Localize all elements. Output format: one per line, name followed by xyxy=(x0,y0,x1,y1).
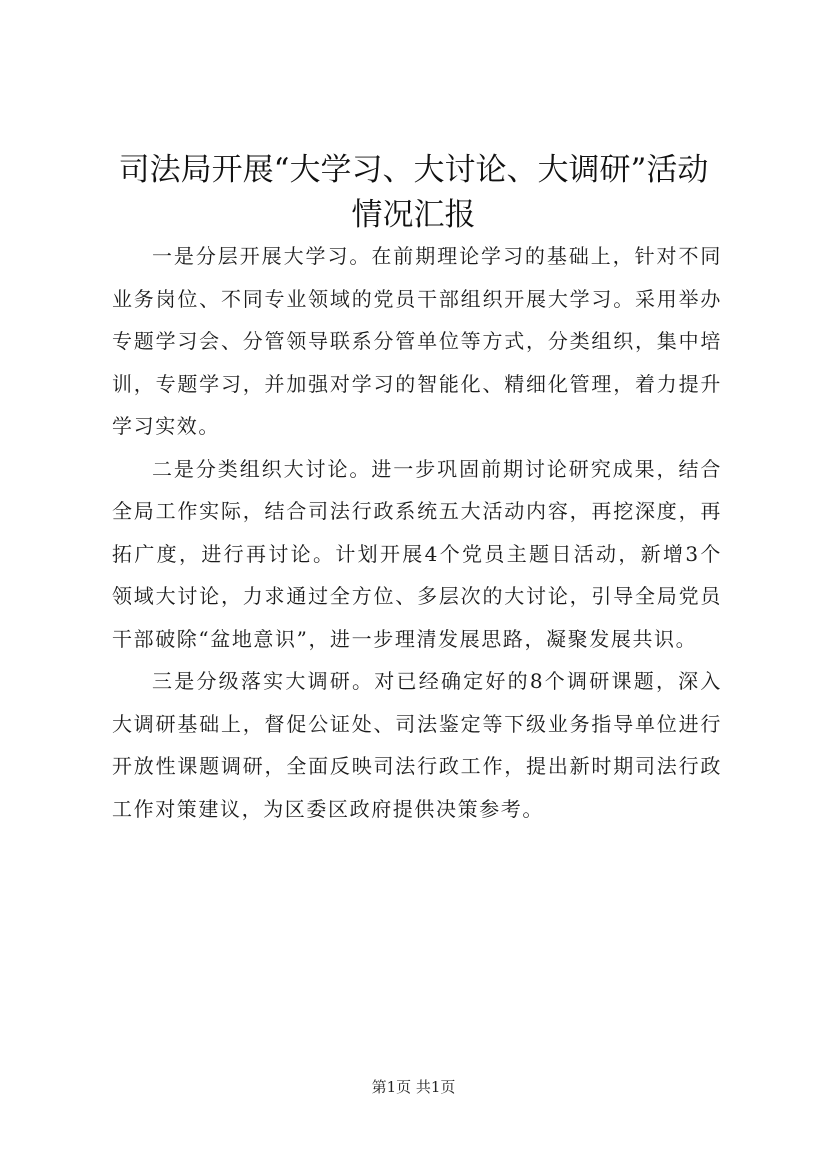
paragraph-research: 三是分级落实大调研。对已经确定好的8个调研课题，深入大调研基础上，督促公证处、司法鉴定等下级业务指导单位进行开放性课题调研，全面反映司法行政工作，提出新时期司法行政工作对策建议，为区委区政府提供决策参考。 xyxy=(112,669,722,821)
document-title-line-2: 情况汇报 xyxy=(351,197,476,233)
page-footer: 第1页 共1页 xyxy=(371,1078,456,1096)
document-body xyxy=(112,235,722,830)
paragraph-study: 一是分层开展大学习。在前期理论学习的基础上，针对不同业务岗位、不同专业领域的党员干部组织开展大学习。采用举办专题学习会、分管领导联系分管单位等方式，分类组织，集中培训，专题学习，并加强对学习的智能化、精细化管理，着力提升学习实效。 xyxy=(112,244,722,438)
document-title-line-1: 司法局开展“大学习、大讨论、大调研”活动 xyxy=(118,152,709,188)
paragraph-discussion: 二是分类组织大讨论。进一步巩固前期讨论研究成果，结合全局工作实际，结合司法行政系统五大活动内容，再挖深度，再拓广度，进行再讨论。计划开展4个党员主题日活动，新增3个领域大讨论，力求通过全方位、多层次的大讨论，引导全局党员干部破除“盆地意识”，进一步理清发展思路，凝聚发展共识。 xyxy=(112,456,722,651)
